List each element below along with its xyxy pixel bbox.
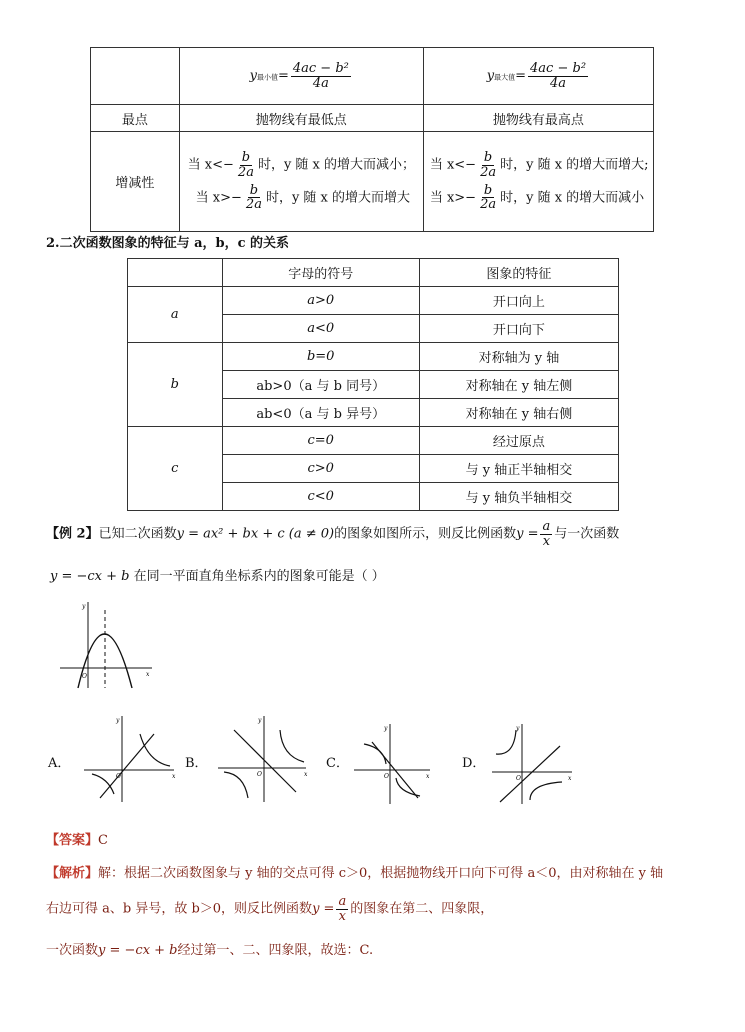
sign-cell: c>0 [222,455,419,483]
analysis-line-1 [46,862,663,881]
origin-label: O [516,775,521,782]
min-value-cell [179,48,423,105]
option-b-graph[interactable] [210,712,310,806]
quadratic-eq: y = ax² + bx + c (a ≠ 0) [176,526,335,542]
answer-line [46,829,108,848]
a-over-x [336,895,348,923]
feature-cell: 与 y 轴负半轴相交 [419,483,618,511]
x-label: x [304,771,308,778]
sign-cell: ab>0（a 与 b 同号） [222,371,419,399]
abc-table [127,258,619,511]
y-label: y [384,725,388,732]
y-label: y [516,725,520,732]
linear-line [100,734,154,798]
sign-cell: a<0 [222,315,419,343]
min-subscript: 最小值 [256,73,278,82]
mono-text: 当 x>− [429,190,477,206]
analysis-text: 一次函数 [46,943,99,958]
b-over-2a [478,151,498,179]
mono-label: 增减性 [91,132,180,232]
hyperbola-branch [224,772,248,798]
header-feature: 图象的特征 [419,259,618,287]
frac-den: 2a [480,197,497,213]
option-b-label[interactable]: B． [185,756,208,771]
example-line-2 [50,565,385,584]
origin-label: O [257,771,262,778]
frac-den: x [338,908,346,924]
max-value-cell [423,48,653,105]
origin-label: O [82,673,87,680]
feature-cell: 开口向上 [419,287,618,315]
parabola-graph [60,600,155,690]
analysis-text: 解：根据二次函数图象与 y 轴的交点可得 c＞0，根据抛物线开口向下可得 a＜0，由对称轴在 y 轴 [98,866,664,881]
inverse-lhs: y = [312,901,335,917]
hyperbola-branch [496,730,516,754]
option-c-label[interactable]: C． [326,756,349,771]
point-label: 最点 [91,105,180,132]
letter-a: a [128,287,223,343]
frac-den: 4a [550,75,567,91]
inverse-lhs: y = [516,526,539,542]
mono-text: 时，y 随 x 的增大而增大; [500,157,649,173]
point-max: 抛物线有最高点 [423,105,653,132]
analysis-line-3 [46,939,373,958]
example-text: 与一次函数 [554,526,620,542]
frac-num: 4ac − b² [530,60,587,76]
mono-text: 时，y 随 x 的增大而减小 [500,190,645,206]
hyperbola-branch [280,730,304,762]
section-heading: 2.二次函数图象的特征与 a，b，c 的关系 [46,236,290,251]
origin-label: O [384,773,389,780]
extremum-table [90,47,654,232]
analysis-text: 右边可得 a、b 异号，故 b＞0，则反比例函数 [46,901,313,917]
frac-num: a [338,894,347,909]
hyperbola-branch [396,778,420,796]
b-over-2a [478,184,498,212]
feature-cell: 经过原点 [419,427,618,455]
sign-cell: c=0 [222,427,419,455]
frac-num: 4ac − b² [292,60,349,76]
example-line-1 [46,520,619,548]
y-label: y [116,717,120,724]
mono-text: 时，y 随 x 的增大而增大 [265,190,411,206]
hyperbola-branch [92,774,114,794]
feature-cell: 与 y 轴正半轴相交 [419,455,618,483]
frac-den: 2a [237,164,254,180]
mono-min-cell [179,132,423,232]
linear-line [234,730,296,792]
sign-cell: ab<0（a 与 b 异号） [222,399,419,427]
option-a-graph[interactable] [78,712,178,806]
mono-text: 当 x>− [195,190,242,206]
option-d-label[interactable]: D． [462,756,486,771]
empty-cell [91,48,180,105]
frac-num: a [542,519,551,534]
feature-cell: 对称轴在 y 轴右侧 [419,399,618,427]
equals: = [277,68,289,84]
linear-line [500,746,560,802]
option-d-graph[interactable] [488,720,578,808]
hyperbola-branch [140,734,170,766]
min-fraction [291,62,351,90]
x-label: x [568,775,572,782]
origin-label: O [116,773,121,780]
letter-c: c [128,427,223,511]
option-a-label[interactable]: A． [48,756,71,771]
frac-num: b [241,150,251,166]
y-label: y [258,717,262,724]
x-label: x [172,773,176,780]
feature-cell: 对称轴在 y 轴左侧 [419,371,618,399]
a-over-x [540,520,552,548]
sign-cell: a>0 [222,287,419,315]
header-sign: 字母的符号 [222,259,419,287]
frac-den: x [542,533,551,549]
frac-den: 4a [312,75,329,91]
header-empty [128,259,223,287]
analysis-text: 的图象在第二、四象限， [350,901,494,917]
sign-cell: b=0 [222,343,419,371]
point-min: 抛物线有最低点 [179,105,423,132]
b-over-2a [244,184,264,212]
x-label: x [426,773,430,780]
frac-num: b [249,182,259,198]
example-text: 的图象如图所示，则反比例函数 [334,526,517,542]
max-subscript: 最大值 [494,73,516,82]
equals: = [515,68,527,84]
analysis-line-2 [46,895,493,923]
max-y: y [486,68,495,84]
letter-b: b [128,343,223,427]
linear-eq: y = −cx + b [98,943,178,958]
option-c-graph[interactable] [350,720,435,808]
example-text: 在同一平面直角坐标系内的图象可能是（ ） [133,569,385,584]
feature-cell: 对称轴为 y 轴 [419,343,618,371]
feature-cell: 开口向下 [419,315,618,343]
analysis-text: 经过第一、二、四象限，故选：C. [177,943,374,958]
example-tag: 【例 2】 [46,526,99,542]
analysis-tag: 【解析】 [46,866,99,881]
frac-num: b [483,182,493,198]
max-fraction [528,62,588,90]
b-over-2a [236,151,256,179]
sign-cell: c<0 [222,483,419,511]
frac-den: 2a [245,197,262,213]
linear-eq: y = −cx + b [50,569,130,584]
answer-tag: 【答案】 [46,833,99,848]
hyperbola-branch [364,744,386,764]
x-label: x [146,671,150,678]
hyperbola-branch [530,782,562,800]
mono-max-cell [423,132,653,232]
example-text: 已知二次函数 [98,526,177,542]
mono-text: 当 x<− [429,157,477,173]
mono-text: 当 x<− [187,157,234,173]
mono-text: 时，y 随 x 的增大而减小； [257,157,416,173]
frac-den: 2a [480,164,497,180]
y-label: y [82,603,86,610]
min-y: y [249,68,257,84]
frac-num: b [483,150,493,166]
answer-value: C [98,833,108,848]
